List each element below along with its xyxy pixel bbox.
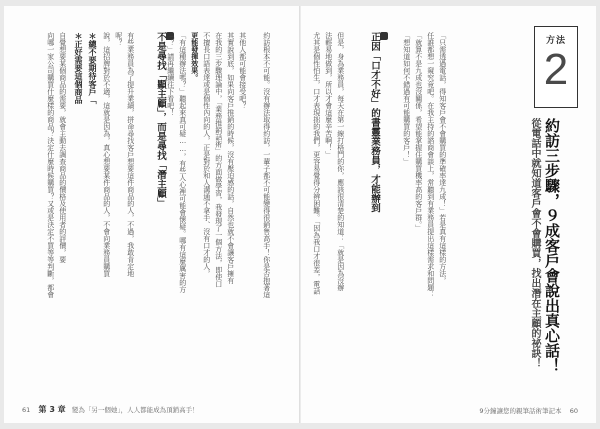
left-page [4,6,300,423]
text-column: 法輕易地做到，所以才會這麼辛苦啊！」 [324,32,333,158]
right-footer [479,406,578,415]
text-column: 呢？ [114,32,123,46]
chapter-heading: 約訪三步驟，９成客戶會說出真心話！ [543,118,561,373]
text-column: 尤其是個性怕生，口才表現拙的我們，更容易覺得分辨困難。「因為我口才很差，電話 [312,32,321,295]
page-number: 61 [22,406,31,414]
page-number: 60 [569,407,578,415]
text-column: 其實說到底，如果向客戶推銷的時候，沒有壓迫感的話，自然也就不會讓客戶擁有 [226,32,235,284]
text-column: 說，這招牌對於不適，這就是因為，真心想要某件商品的人，不會向業務員購買 [102,32,111,277]
method-badge [534,26,578,108]
subtitle: 從電話中就知道客戶會不會購買，找出潛在主顧的祕訣！ [529,118,540,368]
right-page [300,6,596,423]
text-column: 「有這種辦法嗎？」聽起來真可疑……，有些人心裡可能會懷疑。哪有這麼厲害的方 [178,32,187,293]
section-heading: 正因「口才不好」的書靈業務員，才能辦到 [356,32,412,213]
text-column: 「想知道如何不錯過有可能購買的客戶！」 [402,32,411,165]
bullet-point: ＊正好需要這個商品 [74,32,83,104]
text-column: 自覺想要某個商品的需要，就會主動去調查商品的價格及使用者的評價，要 [58,32,67,263]
text-column: 其他人都可能會接受吧？ [238,32,247,109]
method-label: 方法 [545,36,566,46]
text-column: 「就算不是九成也沒關係，希望能掌握住購買機率高的客戶群。」 [414,32,423,232]
book-title: 9分鐘讓您的親筆話術筆記本 [479,407,562,415]
text-column: 向哪一家公司購買什麼樣的商品？決定什麼時候購買？又或是決定不買等等判斷，都會 [46,32,55,298]
chapter-label: 第 3 章 [38,405,66,414]
text-column: 在我的三步驟理論中，「業務推銷話術」的方面做學習，我發現了一個方法，即使口 [214,32,223,288]
speech-bubble-icon [380,32,388,40]
book-gutter [299,6,301,423]
left-footer [22,404,199,415]
text-column: 「只需透過電話，得知客戶會不會購買的準確率達九成！」若是真有這樣的方法， [438,32,447,284]
method-number: 2 [543,45,569,94]
text-column: 「？」請再繼續往下看吧！ [166,32,175,116]
chapter-title: 變為「另一個她」，人人都能成為頂銷高手！ [71,406,199,414]
text-column: 任誰都想一窺究竟吧。在我主持的諮商會談上，常聽到有業務員提出這樣需求和問題： [426,32,435,298]
book-spread [4,6,596,423]
text-column: 有些業務員為了提升業績，拼命尋找客戶想要這件商品的人，不過，我敢肯定地 [126,32,135,277]
text-column: 不擅長口語表達或是個性內向的人，正是對於和人溝通不拿手、沒有口才的人， [202,32,211,277]
section-heading: 不是尋找「顯主顧」，而是尋找「潛主顧」 [142,32,198,208]
text-column: 更能發揮效果。 [190,32,199,81]
text-column: 但是，身為業務員，每天在第一線打格鬥的你，應該很清楚的知道：「就是因為沒辦 [336,32,345,291]
bullet-point: ＊總不要期待客戶「 [88,32,97,104]
text-column: 約訪根本不可能。沒有辦法取得約訪，一輩子都不可能變得很銷售高手！你是否抱著這 [262,32,271,298]
